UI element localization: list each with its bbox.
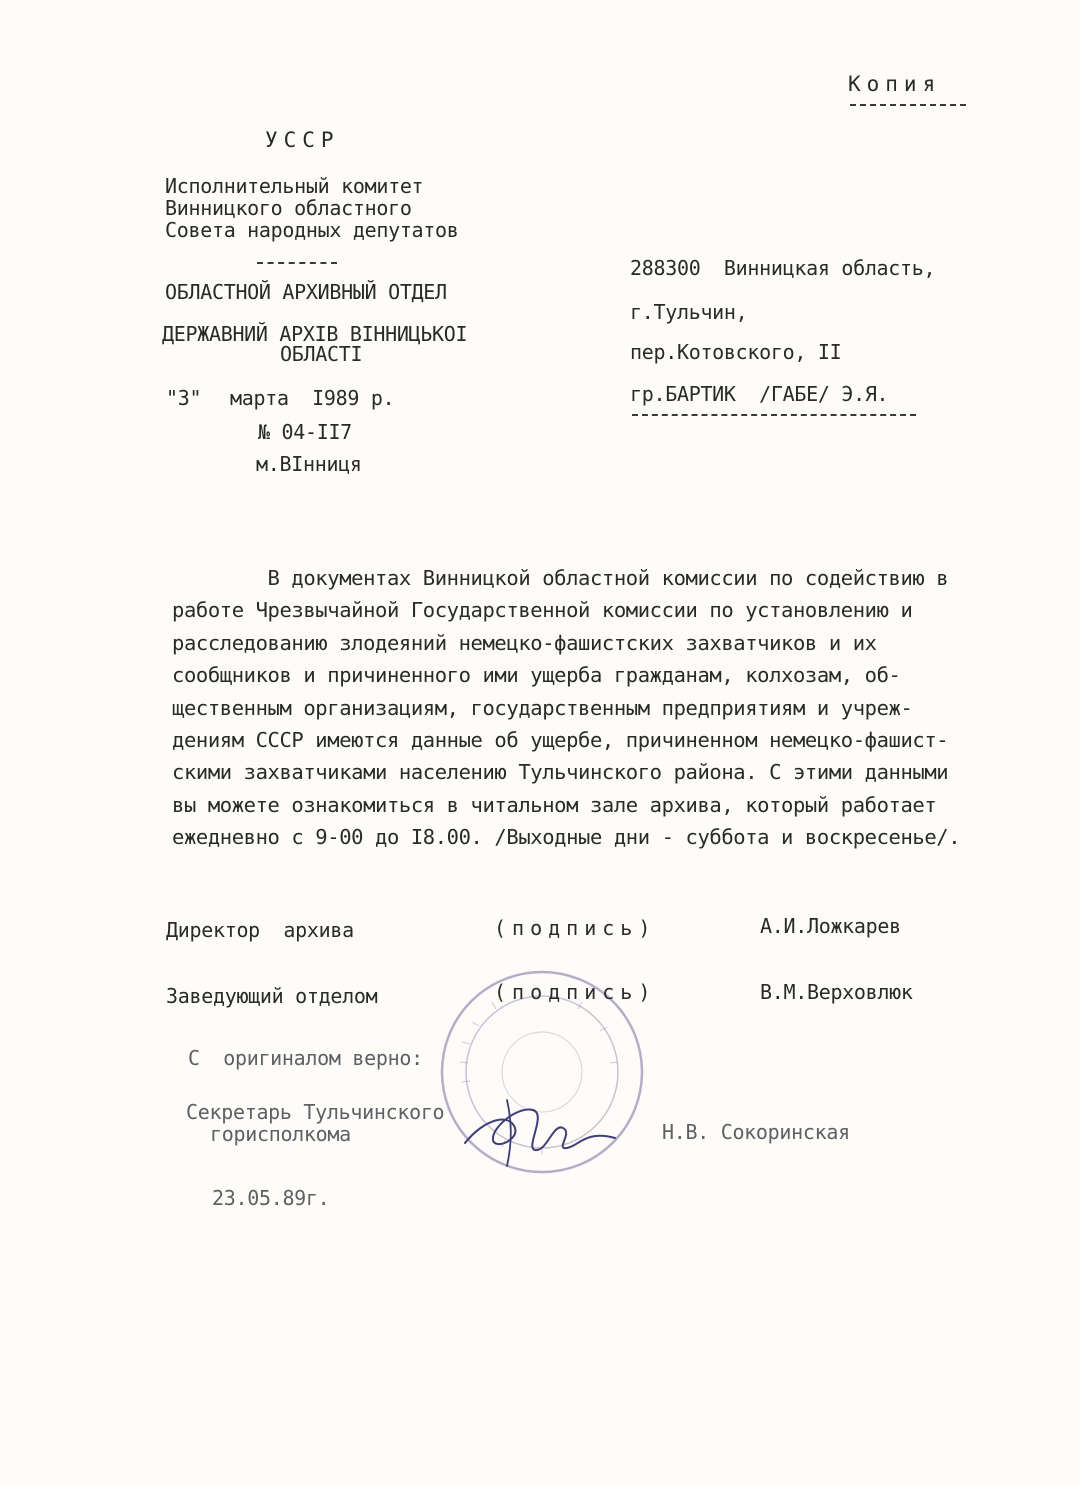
date-day: "3": [166, 386, 202, 410]
body-line: скими захватчиками населению Тульчинского района. С этими данными: [172, 760, 949, 785]
body-line: В документах Винницкой областной комиссии по содействию в: [172, 566, 949, 590]
body-line: сообщников и причиненного ими ущерба гражданам, колхозам, об-: [172, 663, 901, 688]
recipient-line-4: гр.БАРТИК /ГАБЕ/ Э.Я.: [630, 382, 889, 406]
body-line: щественным организациям, государственным предприятиям и учреж-: [172, 695, 913, 720]
letter-body: [172, 562, 1032, 854]
head-of-department-name: В.М.Верховлюк: [760, 980, 913, 1004]
document-number: № 04-II7: [258, 420, 352, 444]
secretary-name: Н.В. Сокоринская: [662, 1120, 850, 1144]
archive-name-line-2: ОБЛАСТІ: [280, 342, 363, 366]
head-of-department-title: Заведующий отделом: [166, 984, 378, 1008]
department-name: ОБЛАСТНОЙ АРХИВНЫЙ ОТДЕЛ: [165, 280, 447, 304]
copy-mark-underline: [850, 104, 966, 106]
committee-line-1: Исполнительный комитет: [165, 174, 424, 198]
body-line: вы можете ознакомиться в читальном зале архива, который работает: [172, 792, 937, 817]
header-separator: [257, 262, 337, 264]
recipient-line-1: 288300 Винницкая область,: [630, 256, 936, 280]
director-name: А.И.Ложкарев: [760, 914, 901, 938]
certification-date: 23.05.89г.: [212, 1186, 330, 1210]
handwritten-signature: [455, 1088, 625, 1178]
date-month-year: марта I989 р.: [230, 386, 395, 410]
body-line: ежедневно с 9-00 до I8.00. /Выходные дни - суббота и воскресенье/.: [172, 825, 961, 850]
committee-line-3: Совета народных депутатов: [165, 218, 459, 242]
archive-name-line-1: ДЕРЖАВНИЙ АРХІВ ВІННИЦЬКОІ: [162, 322, 468, 346]
body-line: расследованию злодеяний немецко-фашистских захватчиков и их: [172, 630, 877, 655]
recipient-underline: [632, 414, 916, 416]
certification-line: С оригиналом верно:: [188, 1046, 423, 1070]
secretary-title-line-1: Секретарь Тульчинского: [186, 1100, 445, 1124]
republic-name: УССР: [265, 128, 340, 152]
committee-line-2: Винницкого областного: [165, 196, 412, 220]
recipient-line-2: г.Тульчин,: [630, 300, 748, 324]
secretary-title-line-2: горисполкома: [210, 1122, 351, 1146]
body-line: дениям СССР имеются данные об ущербе, причиненном немецко-фашист-: [172, 728, 949, 753]
head-signature-mark: (подпись): [494, 980, 657, 1004]
director-signature-mark: (подпись): [494, 916, 657, 940]
recipient-line-3: пер.Котовского, II: [630, 340, 842, 364]
director-title: Директор архива: [166, 918, 354, 942]
copy-mark: Копия: [848, 72, 942, 96]
city: м.ВІнниця: [256, 452, 362, 476]
body-line: работе Чрезвычайной Государственной комиссии по установлению и: [172, 598, 913, 623]
